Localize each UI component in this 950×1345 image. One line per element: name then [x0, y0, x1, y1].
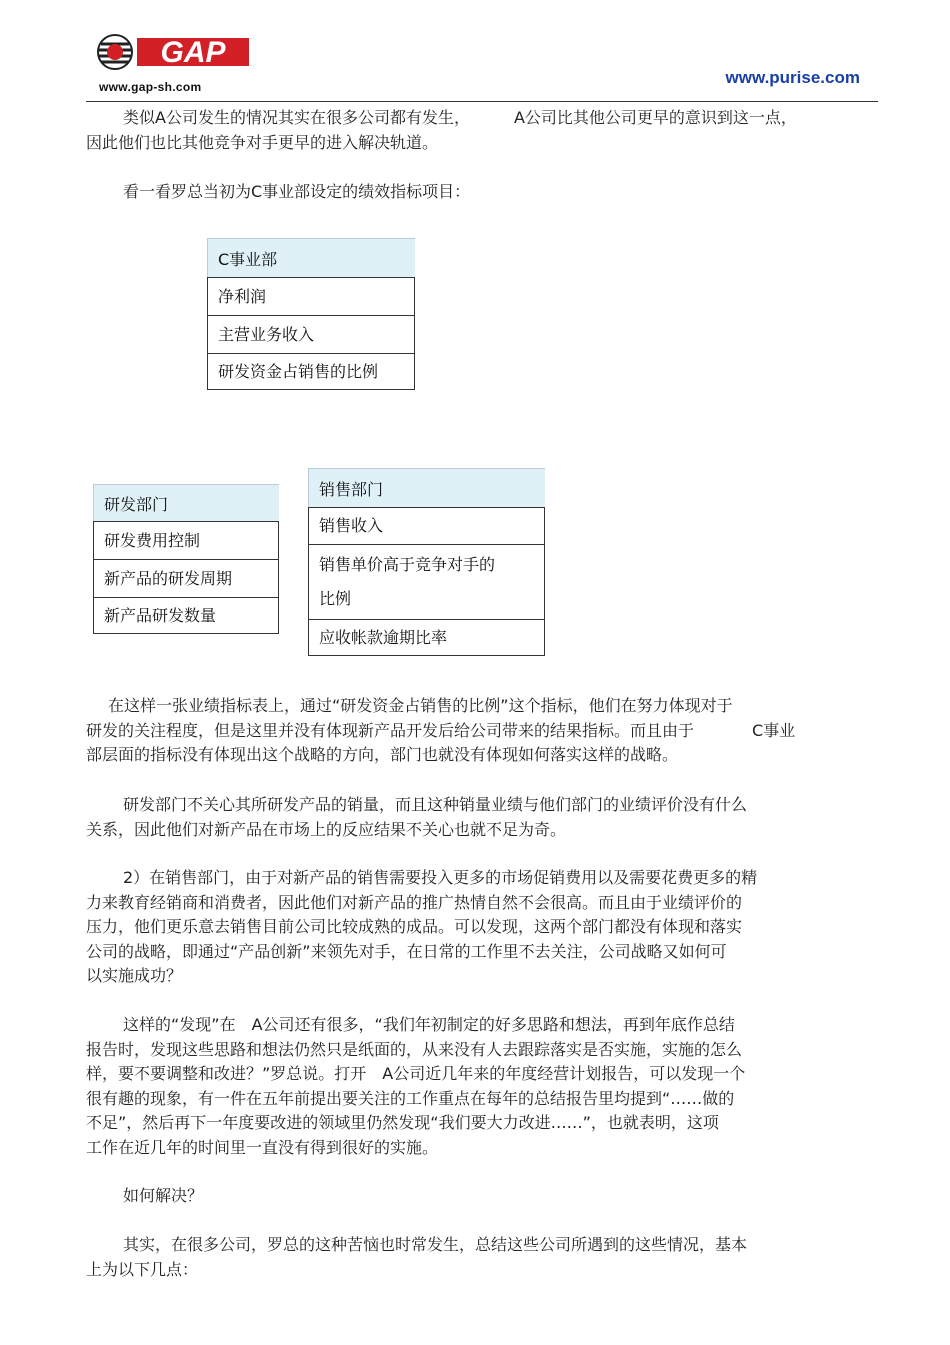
para3-line5: 以实施成功？ [86, 966, 183, 985]
table-rd-header: 研发部门 [93, 484, 279, 521]
look-line: 看一看罗总当初为C事业部设定的绩效指标项目： [123, 182, 471, 201]
table-c-header: C事业部 [207, 238, 415, 277]
table-c-row: 主营业务收入 [207, 315, 415, 353]
table-sales-row: 销售单价高于竞争对手的 比例 [308, 544, 545, 619]
para4-line4: 很有趣的现象，有一件在五年前提出要关注的工作重点在每年的总结报告里均提到“……做的 [86, 1088, 735, 1108]
how-to-solve-heading: 如何解决？ [123, 1186, 204, 1205]
para2-line1: 研发部门不关心其所研发产品的销量，而且这种销量业绩与他们部门的业绩评价没有什么 [123, 795, 748, 814]
site-url-link[interactable]: www.purise.com [725, 68, 860, 87]
para4-line3b: A公司近几年来的年度经营计划报告，可以发现一个 [382, 1064, 746, 1083]
para4-line1b: A公司还有很多，“我们年初制定的好多思路和想法，再到年底作总结 [251, 1015, 735, 1034]
para4-line1a: 这样的“发现”在 [123, 1015, 236, 1034]
para3-line2: 力来教育经销商和消费者，因此他们对新产品的推广热情自然不会很高。而且由于业绩评价的 [86, 892, 743, 912]
table-sales-department [308, 468, 545, 656]
para1-line3: 部层面的指标没有体现出这个战略的方向，部门也就没有体现如何落实这样的战略。 [86, 745, 679, 764]
para1-line1: 在这样一张业绩指标表上，通过“研发资金占销售的比例”这个指标，他们在努力体现对于 [108, 696, 733, 715]
globe-logo-icon [93, 30, 253, 80]
para5-line1: 其实，在很多公司，罗总的这种苦恼也时常发生，总结这些公司所遇到的这些情况，基本 [123, 1235, 748, 1254]
paragraph-summary [86, 1233, 747, 1282]
para3-line3: 压力，他们更乐意去销售目前公司比较成熟的成品。可以发现，这两个部门都没有体现和落实 [86, 917, 743, 936]
table-sales-header: 销售部门 [308, 468, 545, 507]
header-divider [86, 101, 878, 102]
intro-line1a: 类似A公司发生的情况其实在很多公司都有发生， [123, 108, 470, 127]
table-sales-row: 销售收入 [308, 507, 545, 544]
para4-line2: 报告时，发现这些思路和想法仍然只是纸面的，从来没有人去跟踪落实是否实施，实施的怎么 [86, 1039, 743, 1059]
table-c-row: 净利润 [207, 277, 415, 315]
intro-paragraph [86, 106, 797, 155]
para2-line2: 关系，因此他们对新产品在市场上的反应结果不关心也就不足为奇。 [86, 819, 567, 839]
para4-line5: 不足”，然后再下一年度要改进的领域里仍然发现“我们要大力改进……”，也就表明，这项 [86, 1113, 719, 1132]
gap-logo[interactable] [93, 30, 253, 100]
para4-line6: 工作在近几年的时间里一直没有得到很好的实施。 [86, 1137, 439, 1157]
para4-line3a: 样，要不要调整和改进？”罗总说。打开 [86, 1064, 367, 1083]
table-c-row: 研发资金占销售的比例 [207, 353, 415, 390]
table-rd-department [93, 484, 279, 634]
table-c-division [207, 238, 415, 390]
table-rd-row: 新产品的研发周期 [93, 559, 279, 597]
para5-line2: 上为以下几点： [86, 1259, 199, 1279]
table-rd-row: 研发费用控制 [93, 521, 279, 559]
table-rd-row: 新产品研发数量 [93, 597, 279, 634]
table-sales-row: 应收帐款逾期比率 [308, 619, 545, 656]
paragraph-findings [86, 1013, 745, 1160]
para1-line2b: C事业 [752, 720, 796, 740]
logo-url[interactable]: www.gap-sh.com [99, 80, 202, 94]
paragraph-sales-department [86, 866, 757, 989]
logo-text: GAP [160, 36, 226, 69]
para3-line4: 公司的战略，即通过“产品创新”来领先对手，在日常的工作里不去关注，公司战略又如何可 [86, 941, 727, 961]
paragraph-rd-department [86, 793, 747, 842]
intro-line2: 因此他们也比其他竞争对手更早的进入解决轨道。 [86, 132, 439, 152]
intro-line1b: A公司比其他公司更早的意识到这一点， [513, 108, 797, 127]
para1-line2a: 研发的关注程度，但是这里并没有体现新产品开发后给公司带来的结果指标。而且由于 [86, 720, 695, 740]
paragraph-kpi-analysis [86, 694, 795, 768]
para3-line1: 2）在销售部门，由于对新产品的销售需要投入更多的市场促销费用以及需要花费更多的精 [123, 868, 758, 887]
